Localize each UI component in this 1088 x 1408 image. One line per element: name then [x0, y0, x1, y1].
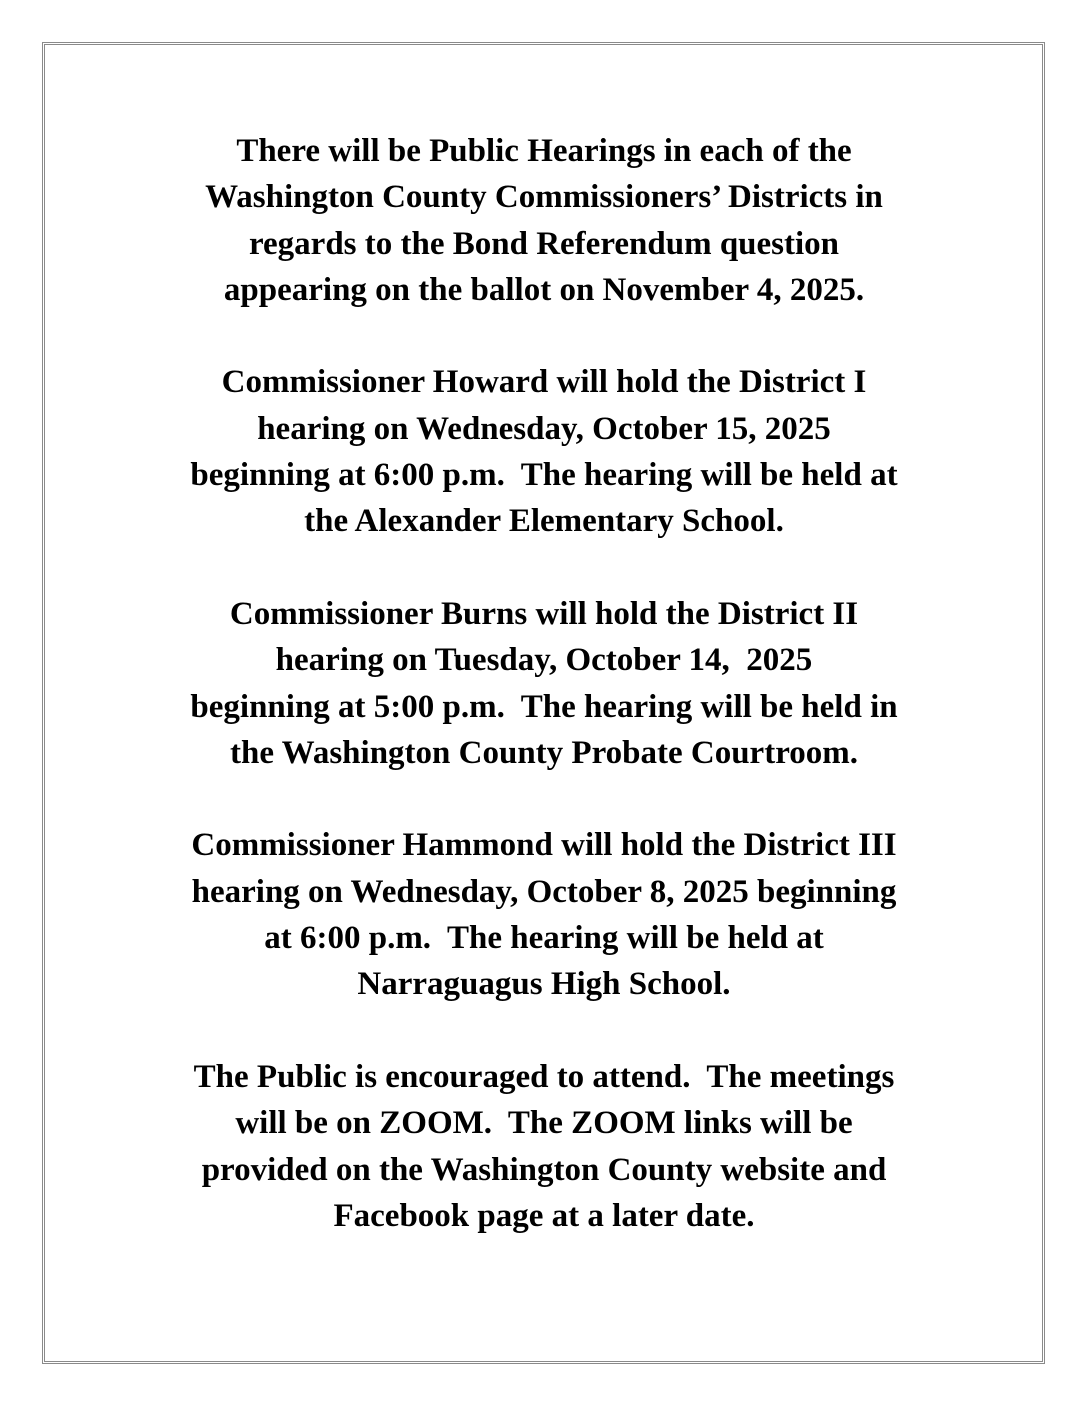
district-2-paragraph: [0, 591, 1088, 776]
text-line: hearing on Wednesday, October 15, 2025: [257, 410, 831, 447]
text-line: hearing on Tuesday, October 14, 2025: [275, 642, 813, 679]
text-line: beginning at 6:00 p.m. The hearing will be held at: [190, 457, 898, 494]
text-line: beginning at 5:00 p.m. The hearing will be held in: [190, 688, 898, 725]
text-line: Commissioner Burns will hold the District II: [229, 595, 859, 632]
text-line: will be on ZOOM. The ZOOM links will be: [235, 1105, 853, 1142]
text-line: hearing on Wednesday, October 8, 2025 beginning: [191, 873, 897, 910]
text-line: regards to the Bond Referendum question: [248, 225, 840, 262]
text-line: Facebook page at a later date.: [333, 1197, 755, 1234]
notice-body: [0, 128, 1088, 1239]
text-line: The Public is encouraged to attend. The meetings: [193, 1058, 895, 1095]
text-line: appearing on the ballot on November 4, 2025.: [223, 271, 865, 308]
text-line: Narraguagus High School.: [357, 966, 731, 1003]
text-line: Commissioner Howard will hold the District I: [221, 364, 867, 401]
closing-paragraph: [0, 1054, 1088, 1239]
text-line: Commissioner Hammond will hold the District III: [191, 827, 897, 864]
text-line: the Washington County Probate Courtroom.: [230, 734, 858, 771]
intro-paragraph: [0, 128, 1088, 313]
text-line: Washington County Commissioners’ Districts in: [205, 179, 883, 216]
text-line: at 6:00 p.m. The hearing will be held at: [264, 920, 824, 957]
district-3-paragraph: [0, 822, 1088, 1007]
text-line: There will be Public Hearings in each of the: [236, 133, 852, 169]
district-1-paragraph: [0, 359, 1088, 544]
text-line: provided on the Washington County website and: [201, 1151, 887, 1188]
text-line: the Alexander Elementary School.: [304, 503, 784, 540]
